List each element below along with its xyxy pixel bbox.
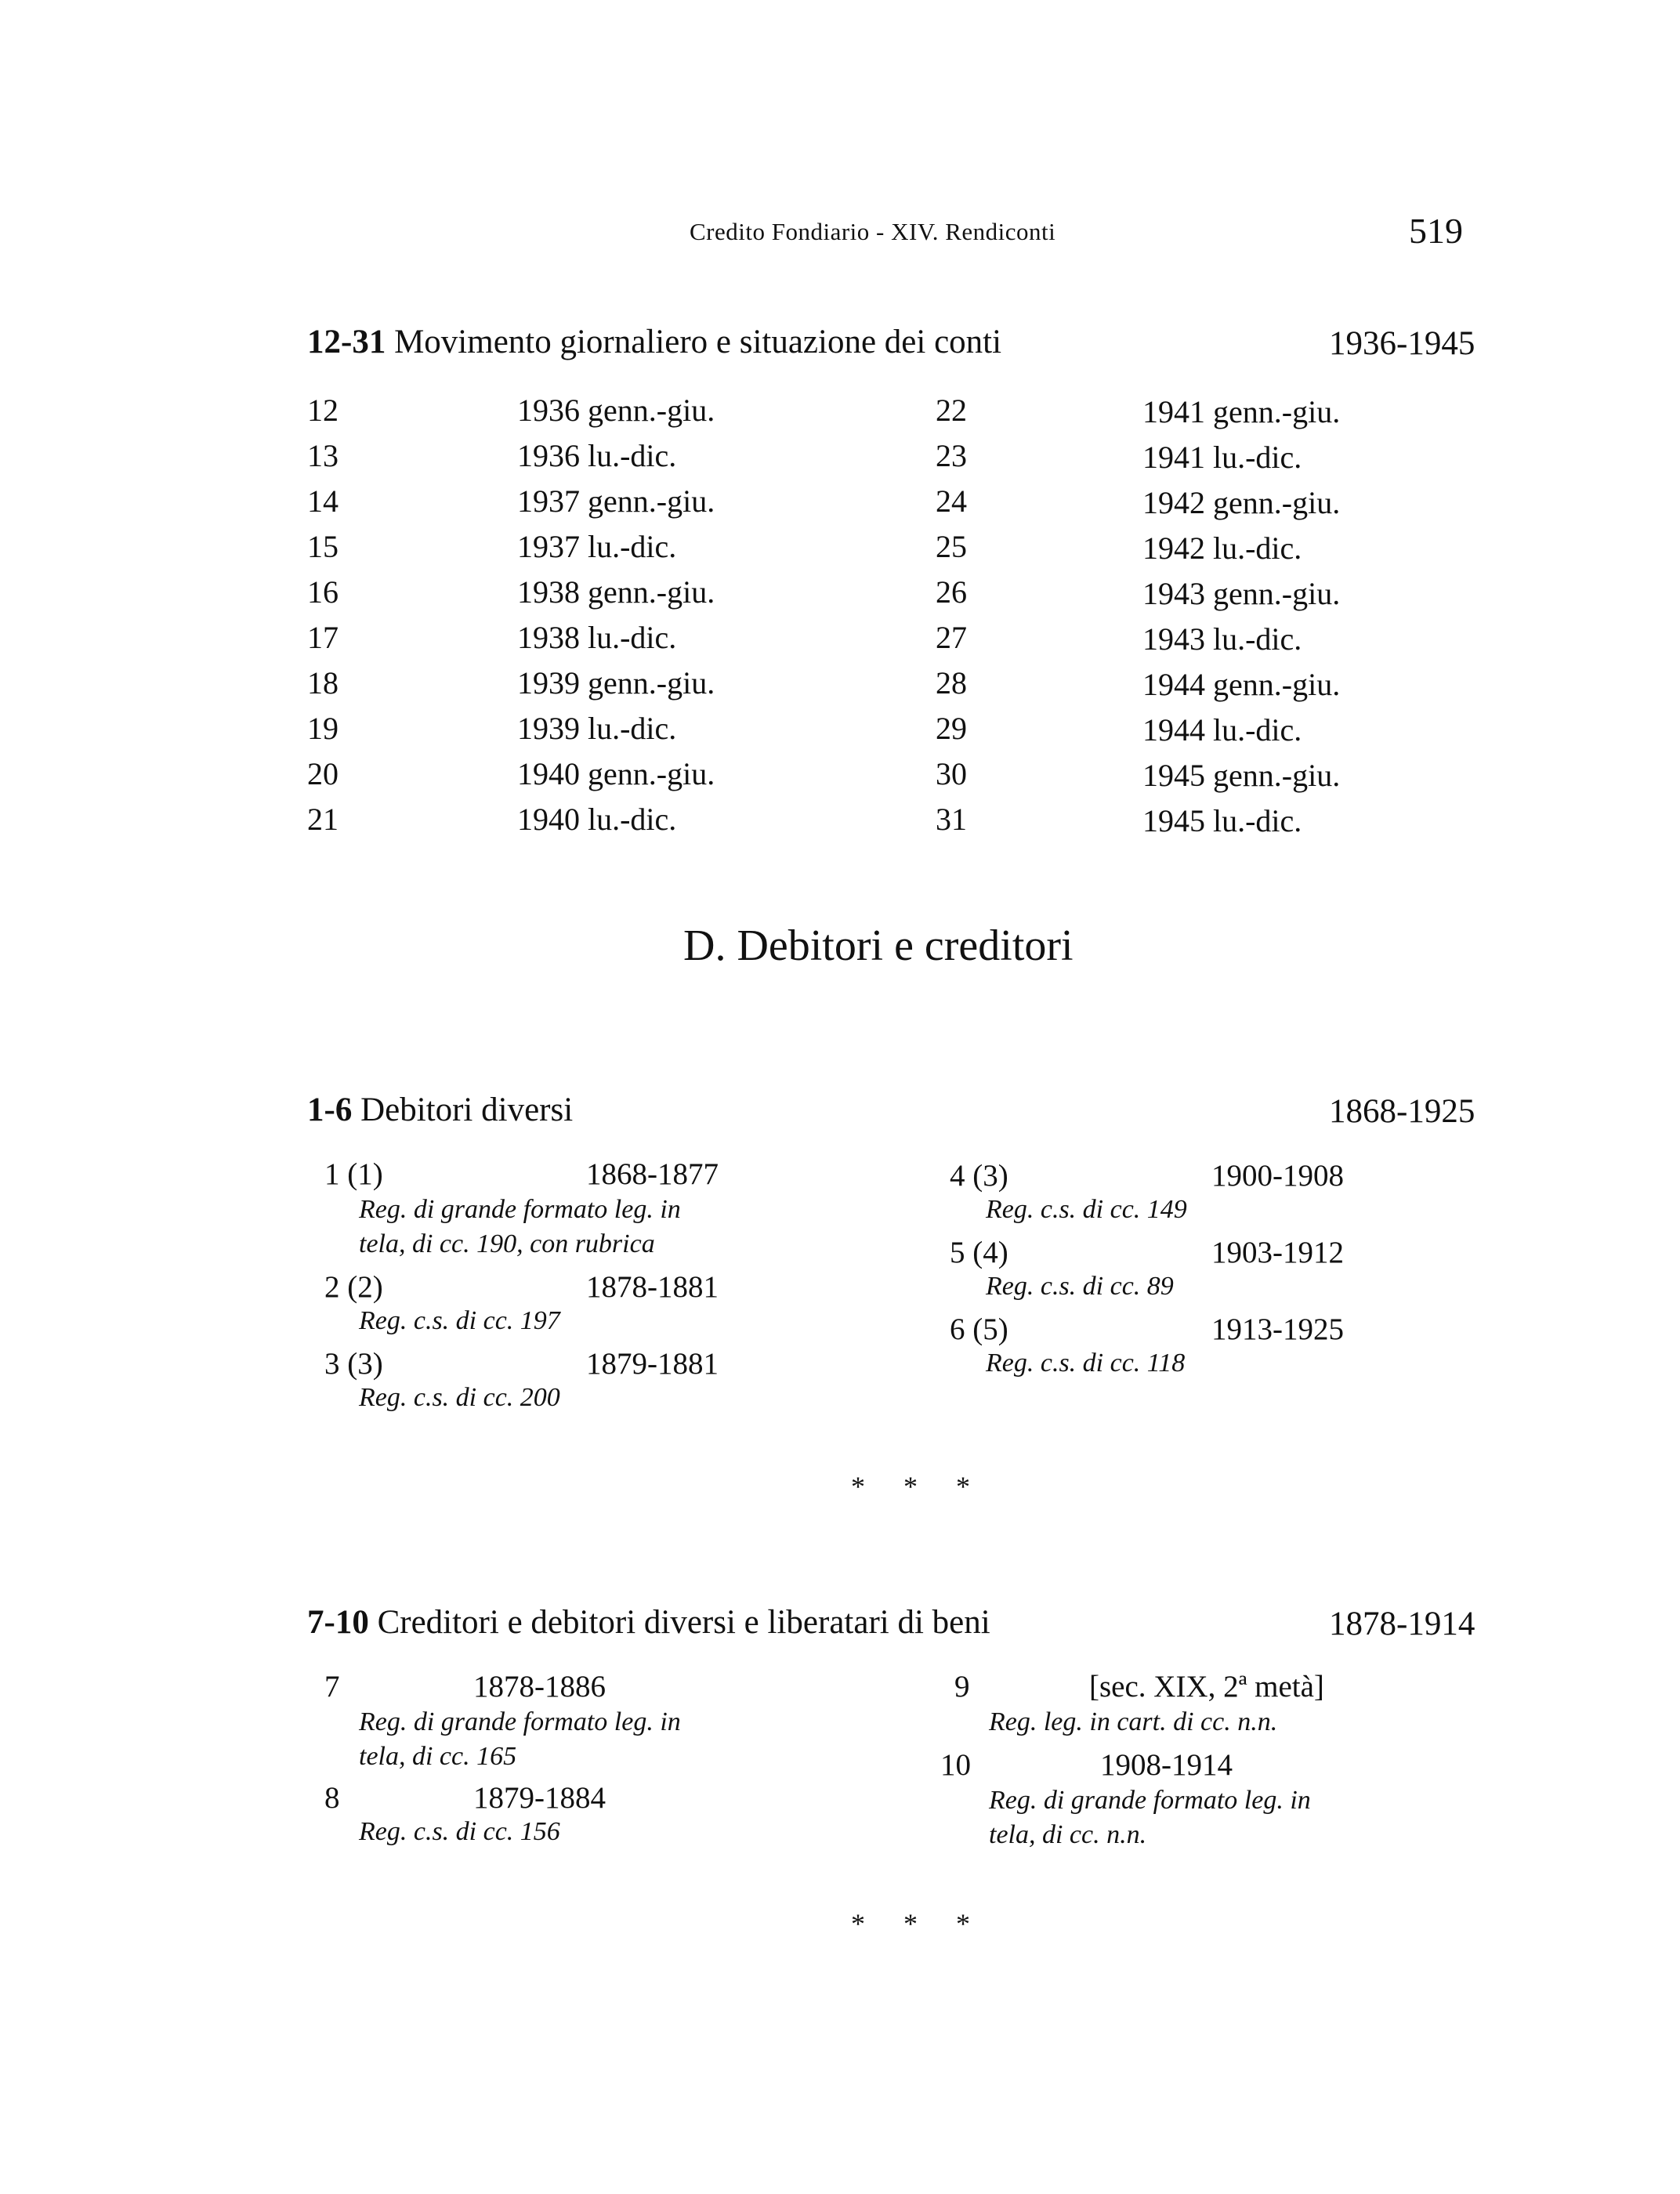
entry-label: 3 (3) [324, 1347, 383, 1381]
unit-number: 14 [307, 483, 339, 519]
unit-title: Movimento giornaliero e situazione dei conti [394, 324, 1002, 360]
unit-number: 18 [307, 665, 339, 701]
entry-label: 2 (2) [324, 1270, 383, 1304]
unit-heading [307, 323, 1001, 361]
entry-label: 6 (5) [950, 1312, 1008, 1346]
entry-description: Reg. c.s. di cc. 200 [359, 1383, 560, 1412]
separator-asterisks: * * * [851, 1471, 986, 1502]
unit-date: 1945 genn.-giu. [1142, 758, 1341, 793]
unit-date: 1939 genn.-giu. [517, 665, 715, 701]
unit-date: 1936 lu.-dic. [517, 438, 677, 473]
unit-date-range: 1936-1945 [1329, 325, 1475, 362]
unit-number: 16 [307, 574, 339, 610]
unit-number: 13 [307, 438, 339, 473]
entry-description: Reg. di grande formato leg. in tela, di cc. n.n. [989, 1786, 1311, 1849]
unit-date: 1941 lu.-dic. [1142, 440, 1302, 475]
page-number: 519 [1409, 211, 1463, 251]
unit-date-range: 1868-1925 [1329, 1093, 1475, 1130]
unit-heading [307, 1603, 990, 1642]
unit-code: 1-6 [307, 1092, 353, 1128]
unit-number: 15 [307, 529, 339, 564]
unit-code: 7-10 [307, 1604, 369, 1641]
unit-date: 1942 lu.-dic. [1142, 530, 1302, 566]
entry-description: Reg. di grande formato leg. in tela, di cc. 190, con rubrica [359, 1195, 681, 1258]
entry-label: 4 (3) [950, 1159, 1008, 1193]
unit-title: Creditori e debitori diversi e liberatari di beni [377, 1604, 990, 1641]
unit-date: 1944 genn.-giu. [1142, 667, 1341, 702]
unit-number: 20 [307, 756, 339, 791]
unit-title: Debitori diversi [360, 1092, 574, 1128]
unit-number: 30 [936, 756, 967, 791]
entry-date-range: 1900-1908 [1211, 1159, 1344, 1193]
entry-label: 10 [940, 1748, 971, 1782]
unit-date: 1938 genn.-giu. [517, 574, 715, 610]
unit-number: 23 [936, 438, 967, 473]
unit-number: 29 [936, 711, 967, 746]
entry-description: Reg. c.s. di cc. 89 [986, 1272, 1174, 1301]
unit-date: 1937 genn.-giu. [517, 483, 715, 519]
entry-date-range: 1878-1881 [586, 1270, 719, 1304]
entry-date-range: 1878-1886 [473, 1670, 606, 1703]
separator-asterisks: * * * [851, 1908, 986, 1939]
unit-number: 25 [936, 529, 967, 564]
unit-date: 1945 lu.-dic. [1142, 803, 1302, 838]
entry-label: 9 [954, 1670, 970, 1703]
entry-date-range: 1913-1925 [1211, 1312, 1344, 1346]
unit-date: 1940 lu.-dic. [517, 802, 677, 837]
entry-description: Reg. c.s. di cc. 197 [359, 1306, 560, 1335]
unit-date-range: 1878-1914 [1329, 1606, 1475, 1642]
entry-label: 5 (4) [950, 1236, 1008, 1269]
entry-date-range: 1868-1877 [586, 1157, 719, 1191]
unit-heading [307, 1091, 573, 1129]
entry-description: Reg. di grande formato leg. in tela, di cc. 165 [359, 1707, 681, 1771]
entry-description: Reg. c.s. di cc. 118 [986, 1349, 1186, 1378]
unit-number: 31 [936, 802, 967, 837]
unit-code: 12-31 [307, 324, 386, 360]
unit-date: 1943 genn.-giu. [1142, 576, 1341, 611]
unit-date: 1940 genn.-giu. [517, 756, 715, 791]
entry-label: 7 [324, 1670, 340, 1703]
entry-date-range: 1908-1914 [1100, 1748, 1233, 1782]
unit-date: 1939 lu.-dic. [517, 711, 677, 746]
unit-date: 1942 genn.-giu. [1142, 485, 1341, 520]
entry-description: Reg. c.s. di cc. 149 [986, 1195, 1187, 1224]
entry-date-range: 1903-1912 [1211, 1236, 1344, 1269]
entry-label: 8 [324, 1781, 340, 1815]
unit-date: 1943 lu.-dic. [1142, 621, 1302, 657]
unit-number: 21 [307, 802, 339, 837]
running-header: Credito Fondiario - XIV. Rendiconti [690, 218, 1056, 245]
unit-date: 1938 lu.-dic. [517, 620, 677, 655]
unit-number: 12 [307, 393, 339, 428]
entry-description: Reg. c.s. di cc. 156 [359, 1817, 560, 1846]
unit-number: 22 [936, 393, 967, 428]
entry-date-range: [sec. XIX, 2ª metà] [1089, 1670, 1324, 1703]
entry-label: 1 (1) [324, 1157, 383, 1191]
section-title: D. Debitori e creditori [683, 921, 1074, 970]
unit-date: 1944 lu.-dic. [1142, 712, 1302, 748]
unit-number: 24 [936, 483, 967, 519]
entry-description: Reg. leg. in cart. di cc. n.n. [989, 1707, 1278, 1736]
unit-date: 1937 lu.-dic. [517, 529, 677, 564]
unit-number: 19 [307, 711, 339, 746]
unit-date: 1941 genn.-giu. [1142, 394, 1341, 429]
unit-number: 26 [936, 574, 967, 610]
unit-number: 28 [936, 665, 967, 701]
unit-number: 27 [936, 620, 967, 655]
entry-date-range: 1879-1881 [586, 1347, 719, 1381]
entry-date-range: 1879-1884 [473, 1781, 606, 1815]
unit-date: 1936 genn.-giu. [517, 393, 715, 428]
unit-number: 17 [307, 620, 339, 655]
